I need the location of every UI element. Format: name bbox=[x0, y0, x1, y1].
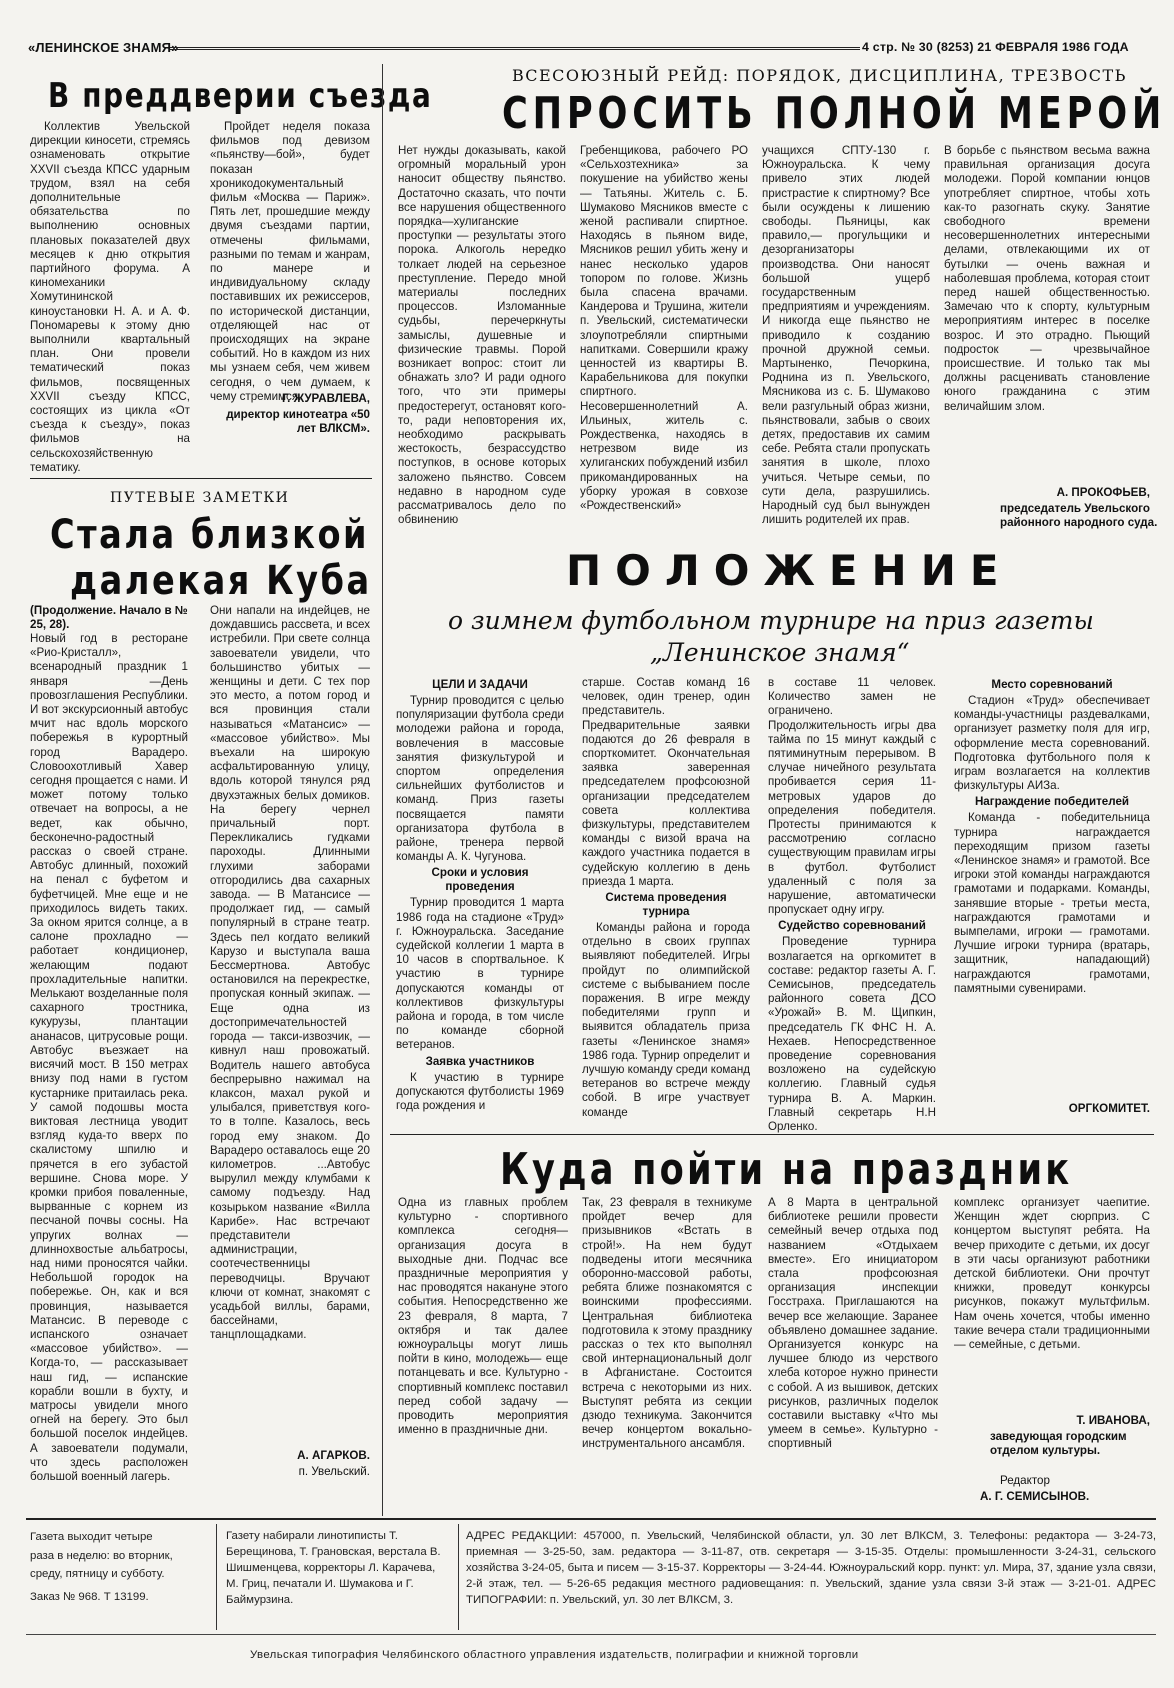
raid-col3: учащихся СПТУ-130 г. Южноуральска. К чему привело этих людей пристрастие к спиртному? Все были осуждены к лишению свободы. Пьяницы, как правило,— прогульщики и дезорганизаторы производства. Они наносят большой ущерб государственным предприятиям и учреждениям. И никогда еще пьянство не приводило к созданию прочной дружной семьи. Мартыненко, Печоркина, Роднина из п. Увельского, Мясникова из с. Б. Шумаково вели разгульный образ жизни, пьянствовали, забыв о своих детях, предоставив их самим себе. Ребята стали пропускать занятия в школе, плохо учиться. Четыре семьи, по сути дела, разрушились. Народный суд был вынужден лишить родителей их прав. bbox=[762, 144, 930, 527]
regulation-rules: в составе 11 человек. Количество замен не ограничено. Продолжительность игры два тайма по 15 минут каждый с пятиминутным перерывом. В случае ничейного результата пробивается серия 11-метровых ударов до определения победителя. Протесты принимаются к рассмотрению согласно существующим правилам игры в футбол. Футболист удаленный с поля за нарушение, автоматически пропускает одну игру. bbox=[768, 676, 936, 917]
masthead-right: 4 стр. № 30 (8253) 21 ФЕВРАЛЯ 1986 ГОДА bbox=[862, 40, 1129, 54]
regulation-terms-heading: Сроки и условия проведения bbox=[431, 866, 529, 894]
regulation-apply: К участию в турнире допускаются футболисты 1969 года рождения и bbox=[396, 1070, 564, 1113]
holiday-sign-name: Т. ИВАНОВА, bbox=[1076, 1414, 1150, 1427]
regulation-goals-heading: ЦЕЛИ И ЗАДАЧИ bbox=[432, 678, 528, 691]
regulation-title: ПОЛОЖЕНИЕ bbox=[566, 546, 1013, 595]
congress-title: В преддверии съезда bbox=[48, 76, 433, 116]
regulation-subtitle-1: о зимнем футбольном турнире на приз газеты bbox=[448, 606, 1094, 635]
regulation-system-heading: Система проведения турнира bbox=[605, 891, 727, 919]
regulation-composition: старше. Состав команд 16 человек, один тренер, один представитель. Предварительные заявки подаются до 26 февраля в спорткомитет. Окончательная заявка заверенная председателем профсоюзной организации председателем совета коллектива физкультуры, представителем команды с визой врача на каждого участника подается в судейскую коллегию в день приезда 1 марта. bbox=[582, 676, 750, 888]
cuba-col1-wrap bbox=[30, 604, 188, 1510]
raid-title: СПРОСИТЬ ПОЛНОЙ МЕРОЙ bbox=[502, 88, 1167, 139]
raid-col1: Нет нужды доказывать, какой огромный моральный урон наносит обществу пьянство. Достаточно сказать, что почти все нарушения общественного порядка—хулиганские проступки — результаты этого порока. Алкоголь нередко толкает людей на серьезное преступление. Передо мной материалы последних процессов. Изломанные судьбы, перечеркнуты замыслы, душевные и физические травмы. Порой возникает вопрос: стоит ли обнажать зло? И ради одного того, что эти примеры предостерегут, остановят кого-то, ради неповторения их, необходимо раскрывать жестокость, безрассудство поступков, в основе которых заложено пьянство. Совсем недавно в народном суде рассматривалось дело по обвинению bbox=[398, 144, 566, 527]
footer-schedule-line3: среду, пятницу и субботу. bbox=[30, 1568, 165, 1580]
masthead-rule bbox=[170, 47, 860, 50]
raid-kicker: ВСЕСОЮЗНЫЙ РЕЙД: ПОРЯДОК, ДИСЦИПЛИНА, ТРЕЗВОСТЬ bbox=[512, 66, 1127, 85]
footer-bottom-rule bbox=[26, 1634, 1156, 1635]
regulation-col3 bbox=[768, 676, 936, 1134]
regulation-subtitle-2: „Ленинское знамя“ bbox=[650, 638, 910, 667]
cuba-sign-place: п. Увельский. bbox=[298, 1465, 370, 1478]
congress-sign-name: Г. ЖУРАВЛЕВА, bbox=[282, 392, 370, 405]
masthead-left: «ЛЕНИНСКОЕ ЗНАМЯ» bbox=[28, 40, 179, 55]
footer-separator bbox=[216, 1524, 217, 1630]
congress-col2: Пройдет неделя показа фильмов под девизом «пьянству—бой», будет показан хроникодокументальный фильм «Москва — Париж». Пять лет, прошедшие между двумя съездами партии, отмечены фильмами, разными по темам и жанрам, по манере и индивидуальному складу поставивших их режиссеров, по исторической дистанции, отделяющей нас от происходящих на экране событий. Но в каждом из них мы узнаем себя, чем живем сегодня, о чем думаем, к чему стремимся. bbox=[210, 120, 370, 403]
holiday-col1: Одна из главных проблем культурно - спортивного комплекса сегодня— организация досуга в выходные дни. Подчас все праздничные мероприятия у нас проводятся накануне этого события. Непосредственно же 23 февраля, 8 марта, 7 октября и так далее южноуральцы могут лишь пойти в кино, молодежь— еще потанцевать и все. Культурно - спортивный комплекс поставил перед собой задачу —проводить мероприятия именно в праздничные дни. bbox=[398, 1196, 568, 1437]
holiday-col3: А 8 Марта в центральной библиотеке решили провести семейный вечер отдыха под названием «Отдыхаем вместе». Его инициатором стала профсоюзная организация инспекции Госстраха. Приглашаются на вечер все желающие. Заранее объявлено домашнее задание. Организуется конкурс на лучшее блюдо из черствого хлеба которое нужно принести с собой. А из вышивок, детских рисунков, различных поделок составили выставку «Что мы умеем в семье». Культурно - спортивный bbox=[768, 1196, 938, 1451]
holiday-sign-title: заведующая городским отделом культуры. bbox=[990, 1430, 1127, 1457]
regulation-judge: Проведение турнира возлагается на оргкомитет в составе: редактор газеты А. Г. Семисынов, председатель районного совета ДСО «Урожай» В. М. Щипкин, председатель ГК ФНС Н. А. Нехаев. Непосредственное проведение соревнования возложено на судейскую коллегию. Главный судья турнира В. А. Маркин. Главный секретарь Н.Н Орленко. bbox=[768, 935, 936, 1134]
cuba-title-line2: далекая Куба bbox=[70, 558, 372, 604]
regulation-terms: Турнир проводится 1 марта 1986 года на стадионе «Труд» г. Южноуральска. Заседание судейской коллегии 1 марта в 10 часов в спортвальное. К участию в турнире допускаются команды от коллективов физкультуры района и города, в том числе по команде сборной ветеранов. bbox=[396, 896, 564, 1052]
footer-top-rule bbox=[26, 1518, 1156, 1520]
footer-address: АДРЕС РЕДАКЦИИ: 457000, п. Увельский, Челябинской области, ул. 30 лет ВЛКСМ, 3. Телефоны: редактора — 3-24-73, приемная — 3-25-50, зам. редактора — 3-11-87, отв. секретаря — 3-15-35. Отделы: промышленности 3-24-31, сельского хозяйства 3-24-05, быта и писем — 3-15-37. Корректоры — 3-24-44. Южноуральский корр. пункт: ул. Мира, 37, здание узла связи, 2-й этаж, тел. — 5-26-65 редакция местного радиовещания: п. Увельский, здание узла связи 3-й этаж — 3-21-01. АДРЕС ТИПОГРАФИИ: п. Увельский, ул. 30 лет ВЛКСМ, 3. bbox=[466, 1530, 1156, 1606]
cuba-kicker: ПУТЕВЫЕ ЗАМЕТКИ bbox=[110, 490, 290, 506]
holiday-col2: Так, 23 февраля в техникуме пройдет вечер для призывников «Встать в строй!». На нем будут подведены итоги месячника оборонно-массовой работы, ребята ближе познакомятся с воинскими профессиями. Центральная библиотека подготовила к этому празднику рассказ о тех кто выполнял свой интернациональный долг в Афганистане. Состоится встреча с некоторыми из них. Выступят ребята из секции дзюдо техникума. Закончится вечер концертом вокально-инструментального ансамбля. bbox=[582, 1196, 752, 1451]
cuba-lead: (Продолжение. Начало в № 25, 28). bbox=[30, 604, 188, 631]
cuba-title-line1: Стала близкой bbox=[50, 512, 370, 558]
regulation-apply-heading: Заявка участников bbox=[425, 1054, 535, 1068]
footer-schedule-line2: раза в неделю: во вторник, bbox=[30, 1549, 173, 1562]
raid-sign-title: председатель Увельского районного народного суда. bbox=[1000, 502, 1158, 529]
cuba-sign-name: А. АГАРКОВ. bbox=[297, 1449, 370, 1462]
footer-typesetters: Газету набирали линотиписты Т. Берещинова, Т. Грановская, верстала В. Шишменцева, корректоры Л. Карачева, М. Гриц, печатали И. Шумакова и Г. Баймурзина. bbox=[226, 1530, 441, 1606]
regulation-award: Команда - победительница турнира награждается переходящим призом газеты «Ленинское знамя» и грамотой. Все игроки этой команды награждаются грамотами и подарками. Команды, занявшие вторые - третьи места, награждаются грамотами и вымпелами, игроки — грамотами. Лучшие игроки турнира (вратарь, защитник, нападающий) награждаются грамотами, памятными сувенирами. bbox=[954, 811, 1150, 995]
regulation-award-heading: Награждение победителей bbox=[974, 795, 1130, 809]
footer-schedule-line1: Газета выходит четыре bbox=[30, 1531, 153, 1543]
regulation-sign: ОРГКОМИТЕТ. bbox=[1068, 1102, 1150, 1115]
holiday-col4: комплекс организует чаепитие. Женщин ждет сюрприз. С концертом выступят ребята. На вечер приходите с детьми, их досуг в эти часы организуют работники детской библиотеки. Они прочтут книжки, проведут конкурсы рисунков, покажут мультфильм. Нам очень хочется, чтобы именно такие вечера стали традиционными— семейные, с детьми. bbox=[954, 1196, 1150, 1352]
editor-label: Редактор bbox=[1000, 1474, 1050, 1487]
cuba-col2: Они напали на индейцев, не дождавшись рассвета, и всех истребили. При свете солнца завоеватели увидели, что большинство убитых — женщины и дети. С тех пор это место, а потом город и вся провинция стали называться «Матансис» — «массовое убийство». Мы въехали на широкую асфальтированную улицу, вдоль которой тянулся ряд двухэтажных белых домиков. На берегу чернел причальный порт. Перекликались гудками пароходы. Длинными глухими заборами отгородились два сахарных завода. — В Матансисе —продолжает гид, — самый популярный в стране театр. Здесь пел когдато великий Карузо и выступала ваша Бессмертнова. Автобус остановился на перекрестке, пропуская конный экипаж. — Еще одна из достопримечательностей города — такси-извозчик, — кивнул наш провожатый. Водитель нашего автобуса беспрерывно нажимал на клаксон, махал рукой и улыбался, приветствуя кого-то в толпе. Казалось, весь город ему знаком. До Варадеро оставалось еще 20 километров. ...Автобус вырулил между клумбами к самому подъезду. Над козырьком название «Вилла Карибе». Нас встречают представители администрации, соотечественницы переводчицы. Вручают ключи от комнат, знакомят с усадьбой виллы, барами, бассейнами, танцплощадками. bbox=[210, 604, 370, 1342]
regulation-judge-heading: Судейство соревнований bbox=[778, 919, 926, 933]
raid-col2: Гребенщикова, рабочего РО «Сельхозтехника» за покушение на убийство жены — Татьяны. Житель с. Б. Шумаково Мясников вместе с женой распивали спиртное. Находясь в пьяном виде, Мясников решил убить жену и нанес несколько ударов топором по голове. Жизнь была спасена врачами. Кандерова и Трушина, жители п. Увельский, систематически злоупотребляли спиртными напитками. Совершили кражу ценностей из квартиры В. Карабельникова для покупки спиртного. Несовершеннолетний А. Ильиных, житель с. Рождественка, находясь в нетрезвом виде из хулиганских побуждений избил прикомандированных на уборку урожая в совхозе «Рождественский» bbox=[580, 144, 748, 513]
footer-separator bbox=[458, 1524, 459, 1630]
cuba-col1: Новый год в ресторане «Рио-Кристалл», всенародный праздник 1 января —День провозглашения Республики. И вот экскурсионный автобус мчит нас вдоль морского побережья в курортный город Варадеро. Словоохотливый Хавер сегодня прощается с нами. И может потому только отвечает на вопросы, а не ведет, как обычно, бесконечно-радостный рассказ о своей стране. Автобус длинный, похожий на пенал с буфетом и буфетчицей. Мне еще и не приходилось видеть таких. За окном ярится солнце, а в салоне прохладно — работает кондиционер, желающим подают прохладительные напитки. Мелькают возделанные поля сахарного тростника, кукурузы, плантации ананасов, цитрусовые рощи. Автобус въезжает на висячий мост. В 150 метрах внизу под нами в густом кустарнике притаилась река. У самой подошвы моста виктовая лестница уводит взгляд куда-то вверх по скалистому шпилю и прячется в его зубастой вершине. Снова море. У кромки прибоя поваленные, вырванные с корнем из песчаной почвы сосны. На упругих волнах — длиннохвостые альбатросы, над ними проносятся чайки. Небольшой городок на побережье. Он, как и вся провинция, называется Матансис. В переводе с испанского означает «массовое убийство». — Когда-то, — рассказывает наш гид, — испанские корабли вошли в бухту, и матросы увидели много огней на берегу. Это был большой поселок индейцев. А завоеватели подумали, что здесь расположен большой военный лагерь. bbox=[30, 632, 188, 1483]
raid-col4: В борьбе с пьянством весьма важна правильная организация досуга молодежи. Порой компании юнцов употребляет спиртное, чтобы хоть как-то разогнать скуку. Занятие свободного времени несовершеннолетних интересными делами, отвлекающими их от бутылки — очень важная и наболевшая проблема, которая стоит перед нашей общественностью. Замечаю что к спорту, культурным мероприятиям интерес в поселке возрос. И это отрадно. Пьющий подросток — чрезвычайное происшествие. И только так мы должны расценивать становление юного гражданина с этим величайшим злом. bbox=[944, 144, 1150, 413]
holiday-title: Куда пойти на праздник bbox=[500, 1144, 1073, 1195]
congress-sign-title: директор кинотеатра «50 лет ВЛКСМ». bbox=[226, 408, 370, 435]
regulation-place-heading: Место соревнований bbox=[991, 678, 1113, 691]
regulation-col4 bbox=[954, 676, 1150, 1096]
footer-order: Заказ № 968. Т 13199. bbox=[30, 1590, 149, 1603]
footer-printer: Увельская типография Челябинского областного управления издательств, полиграфии и книжной торговли bbox=[250, 1649, 859, 1661]
raid-sign-name: А. ПРОКОФЬЕВ, bbox=[1056, 486, 1150, 499]
regulation-system: Команды района и города отдельно в своих группах выявляют победителей. Игры пройдут по олимпийской системе с выбыванием после поражения. В игре между победителями групп и выявится обладатель приза газеты «Ленинское знамя» 1986 года. Турнир определит и лучшую команду среди команд ветеранов во встрече между собой. В игре участвует команде bbox=[582, 921, 751, 1119]
regulation-col2 bbox=[582, 676, 751, 1119]
footer-schedule bbox=[30, 1528, 206, 1606]
congress-col1: Коллектив Увельской дирекции киносети, стремясь ознаменовать открытие XXVII съезда КПСС ударным трудом, взял на себя дополнительные обязательства по выполнению основных плановых показателей двух месяцев к дню открытия партийного форума. А киномеханики Хомутининской киноустановки Н. А. и А. Ф. Пономаревы к этому дню выполнили квартальный план. Они провели тематический показ фильмов, посвященных XXVII съезду КПСС, состоящих из цикла «От съезда к съезду», показ фильмов на сельскохозяйственную тематику. bbox=[30, 120, 190, 474]
regulation-goals: Турнир проводится с целью популяризации футбола среди молодежи района и города, вовлечения в массовые занятия физкультурой и спортом определения сильнейших футболистов и команд. Приз газеты посвящается памяти организатора футбола в районе, тренера первой команды А. К. Чугунова. bbox=[396, 694, 564, 864]
editor-name: А. Г. СЕМИСЫНОВ. bbox=[980, 1490, 1090, 1503]
divider bbox=[390, 1134, 1154, 1135]
regulation-col1 bbox=[396, 676, 564, 1116]
divider bbox=[30, 478, 372, 479]
column-separator bbox=[382, 64, 383, 1516]
regulation-place: Стадион «Труд» обеспечивает команды-участницы раздевалками, организует разметку поля для игр, оформление места соревнований. Подготовка футбольного поля к играм возлагается на коллектив физкультуры АИЗа. bbox=[954, 694, 1150, 793]
